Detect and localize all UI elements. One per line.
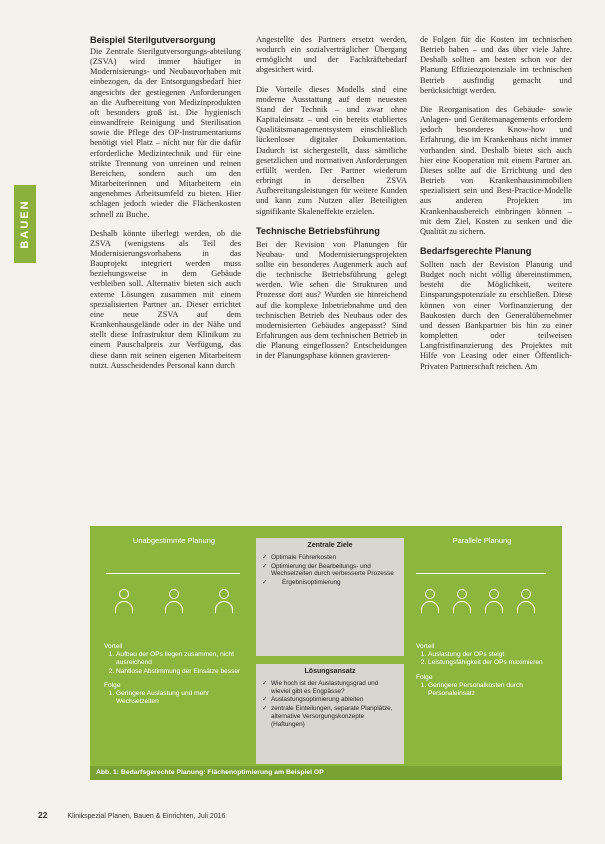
list-item: ✓ Wie hoch ist der Auslastungsgrad und wieviel gibt es Engpässe? [262,680,398,696]
list-item: 1. Geringere Personalkosten durch Personaleinsatz [428,682,548,698]
list-item: 1. Auslastung der OPs steigt [428,651,548,659]
person-icon [516,589,536,615]
center-box-ziele [256,538,404,656]
list-item: ✓ Ergebnisoptimierung [262,579,398,587]
list-item: ✓ Optimale Führerkosten [262,554,398,562]
paragraph: Die Reorganisation des Gebäude- sowie Anlagen- und Gerätemanagements erfordern jedoch besonderes Know-how und Erfahrung, die im Krankenhaus nicht immer vorhanden sind. Deshalb bietet sich auch hier eine Kooperation mit einem Partner an. Dieses sollte auf die Errichtung und den Betrieb von Krankenhausimmobilien spezialisiert sein und Best-Practice-Modelle aus anderen Projekten im Krankenhausbereich einbringen können – mit dem Ziel, Kosten zu senken und die Qualität zu sichern. [420,104,572,236]
section-tab-label: BAUEN [19,199,31,249]
publication-name: Klinikspezial Planen, Bauen & Einrichten, Juli 2016 [67,813,226,820]
heading-betriebsfuehrung: Technische Betriebsführung [256,225,380,236]
paragraph: Angestellte des Partners ersetzt werden, wodurch ein sozialverträglicher Übergang ermöglicht und der Fachkräftebedarf abgesichert wird. [256,35,407,75]
person-icon [452,589,472,615]
list-item: ✓ Optimierung der Bearbeitungs- und Wechselzeiten durch verbesserte Prozesse [262,563,398,579]
person-icon [214,589,234,615]
list-item: 1. Geringere Auslastung und mehr Wechselzeiten [116,690,244,706]
paragraph: Die Zentrale Sterilgutversorgungs-abteilung (ZSVA) wird immer häufiger in Modernisierungs- und Neubauvorhaben mit einbezogen, da der Entsorgungsbedarf hier angesichts der gestiegenen Anforderungen an die Aufbereitung von Medizinprodukten oft besonders groß ist. Die hygienisch einwandfreie Reinigung und Sterilisation sowie die Pflege des OP-Instrumentariums benötigt viel Platz – nicht nur für die dafür erforderliche Medizintechnik und für eine strikte Trennung von unreinen und reinen Bereichen, sondern auch um den Mitarbeiterinnen und Mitarbeitern ein angenehmes Arbeitsumfeld zu bieten. Hier schlagen jedoch wieder die Flächenkosten schnell zu Buche. [90,47,241,219]
paragraph: Sollten nach der Revision Planung und Budget noch nicht völlig übereinstimmen, besteht die Möglichkeit, weitere Einsparungspotenziale zu erschließen. Diese können von einer Vorfinanzierung der Baukosten durch den Generalübernehmer und dessen Bankpartner bis hin zu einer kompletten oder teilweisen Langfristfinanzierung des Projektes mit Hilfe von Leasing oder einer Öffentlich-Privaten Partnerschaft reichen. Am [420,259,572,371]
box-title: Lösungsansatz [304,668,356,675]
list-item: 2. Nahtlose Abstimmung der Einsätze besser [116,668,244,676]
right-list [410,643,554,698]
person-icon [164,589,184,615]
left-list [98,643,250,706]
center-box-loesung [256,664,404,764]
list-label: Vorteil [416,643,435,650]
column-2 [256,35,407,371]
paragraph: Bei der Revision von Planungen für Neubau- und Modernisierungsprojekten sollte ein besonderes Augenmerk auch auf die technische Betriebsführung gelegt werden. Wie sehen die Strukturen und Prozesse dort aus? Wurden sie hinreichend auf die komplexe Inbetriebnahme und den technischen Betrieb des Neubaus oder des modernisierten Gebäudes angepasst? Sind Erfahrungen aus dem technischen Betrieb in die Planung eingeflossen? Entscheidungen in der Planungsphase können gravieren- [256,239,407,361]
panel-title: Parallele Planung [452,536,512,545]
bed-icon [106,573,240,578]
column-3 [420,35,572,381]
heading-sterilgut: Beispiel Sterilgutversorgung [90,35,216,45]
heading-planung: Bedarfsgerechte Planung [420,245,532,256]
illustration-people [410,549,554,637]
illustration-people [98,549,250,637]
person-icon [484,589,504,615]
panel-title: Unabgestimmte Planung [132,536,216,545]
person-icon [114,589,134,615]
panel-unabgestimmt [98,534,250,762]
paragraph: de Folgen für die Kosten im technischen Betrieb haben – und das über viele Jahre. Deshalb sollten am besten schon vor der Planung Effizienzpotenziale im technischen Betrieb ausfindig gemacht und berücksichtigt werden. [420,35,572,95]
box-title: Zentrale Ziele [307,542,353,549]
list-item: 1. Aufbau der OPs liegen zusammen, nicht ausreichend [116,651,244,667]
paragraph: Die Vorteile dieses Modells sind eine moderne Ausstattung auf dem neuesten Stand der Technik – und zwar ohne Kapitaleinsatz – und ein bereits etabliertes Qualitätsmanagementsystem einschließlich lückenloser digitaler Dokumentation. Dadurch ist sichergestellt, dass sämtliche gesetzlichen und normativen Anforderungen erfüllt werden. Der Partner wiederum erbringt in derselben ZSVA Aufbereitungsleistungen für weitere Kunden und kann zum Nutzen aller Beteiligten signifikante Skaleneffekte erzielen. [256,84,407,216]
list-label: Folge [416,673,433,681]
paragraph: Deshalb könnte überlegt werden, ob die ZSVA (wenigstens als Teil des Modernisierungsvorhabens in das Bauprojekt integriert werden muss beziehungsweise in dem Gebäude verbleiben soll. Alternativ bieten sich auch externe Lösungen zusammen mit einem spezialisierten Partner an. Dieser errichtet eine neue ZSVA auf dem Krankenhausgelände oder in der Nähe und stellt diese Infrastruktur dem Klinikum zu einem Pauschalpreis zur Verfügung, das diese dann mit seinen eigenen Mitarbeitern nutzt. Ausscheidendes Personal kann durch [90,228,241,370]
column-1 [90,35,241,380]
list-item: ✓ zentrale Einteilungen, separate Planplätze, alternative Versorgungskonzepte (Haftungen) [262,705,398,728]
person-icon [420,589,440,615]
list-item: 2. Leistungsfähigkeit der OPs maximieren [428,659,548,667]
list-item: ✓ Auslastungsoptimierung ableiten [262,696,398,704]
section-tab [14,185,36,263]
list-label: Folge [104,681,121,689]
page-number: 22 [38,810,48,820]
figure-caption: Abb. 1: Bedarfsgerechte Planung: Flächenoptimierung am Beispiel OP [90,766,562,780]
list-label: Vorteil [104,643,123,650]
page-footer [38,810,225,820]
bed-icon [416,573,546,578]
figure-op-planning [90,526,562,780]
panel-parallel [410,534,554,762]
